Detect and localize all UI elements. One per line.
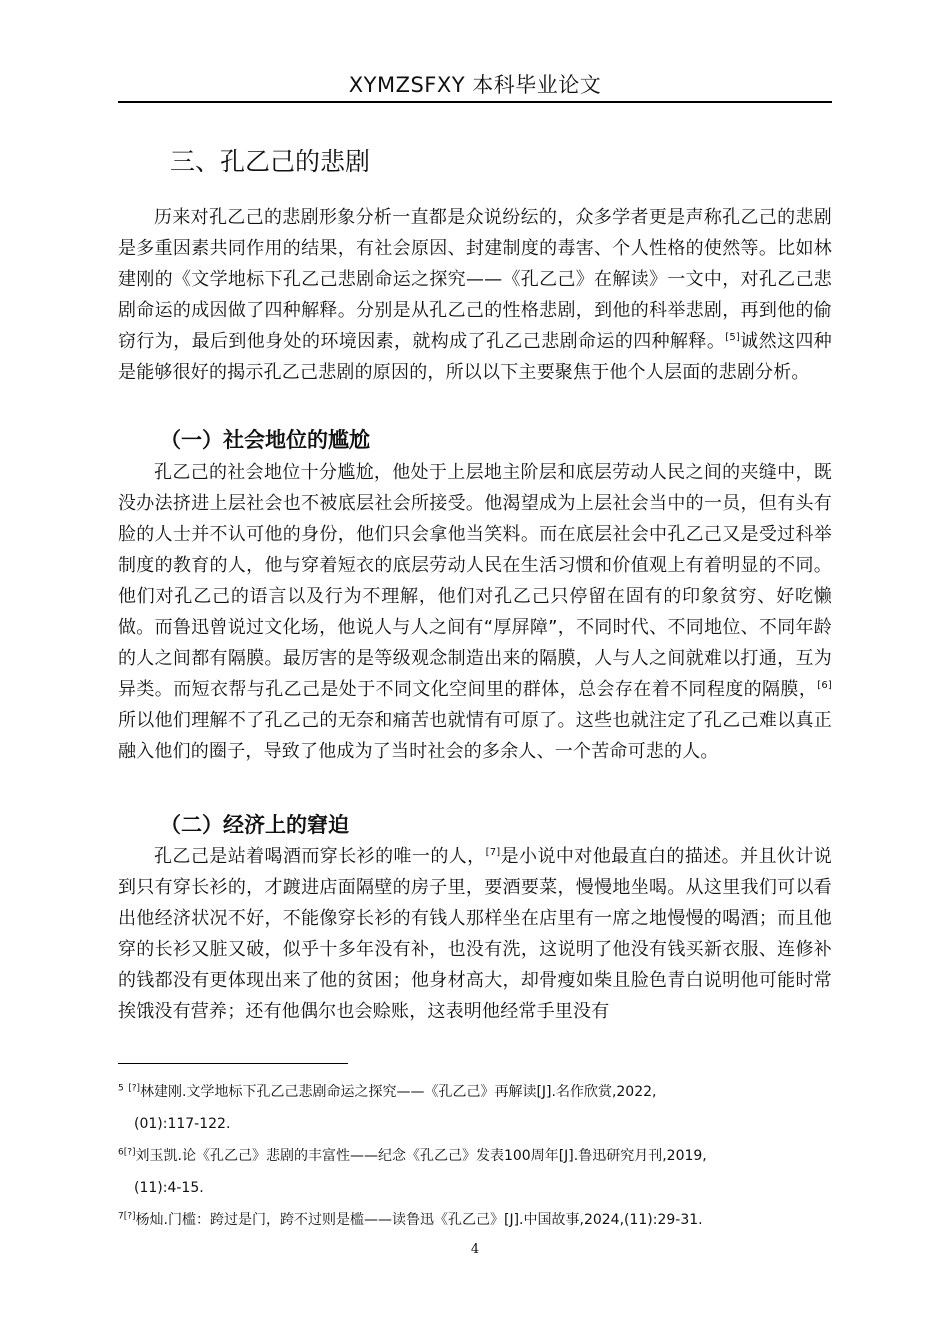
header-rule	[118, 101, 832, 103]
footnote-text: 杨灿.门槛：跨过是门，跨不过则是槛——读鲁迅《孔乙己》[J].中国故事,2024,(11):29-31.	[135, 1212, 703, 1228]
economic-text-1: 孔乙己是站着喝酒而穿长衫的唯一的人，	[154, 846, 486, 867]
footnote-text: 刘玉凯.论《孔乙己》悲剧的丰富性——纪念《孔乙己》发表100周年[J].鲁迅研究月刊,2019,	[135, 1148, 707, 1164]
footnote-number: 7	[118, 1211, 124, 1222]
footnote-7	[118, 1204, 832, 1236]
intro-text-1: 历来对孔乙己的悲剧形象分析一直都是众说纷纭的，众多学者更是声称孔乙己的悲剧是多重因素共同作用的结果，有社会原因、封建制度的毒害、个人性格的使然等。比如林建刚的《文学地标下孔乙己悲剧命运之探究——《孔乙己》在解读》一文中，对孔乙己悲剧命运的成因做了四种解释。分别是从孔乙己的性格悲剧，到他的科举悲剧，再到他的偷窃行为，最后到他身处的环境因素，就构成了孔乙己悲剧命运的四种解释。	[118, 207, 832, 352]
economic-text-2: 是小说中对他最直白的描述。并且伙计说到只有穿长衫的，才踱进店面隔壁的房子里，要酒要菜，慢慢地坐喝。从这里我们可以看出他经济状况不好，不能像穿长衫的有钱人那样坐在店里有一席之地慢慢的喝酒；而且他穿的长衫又脏又破，似乎十多年没有补，也没有洗，这说明了他没有钱买新衣服、连修补的钱都没有更体现出来了他的贫困；他身材高大，却骨瘦如柴且脸色青白说明他可能时常挨饿没有营养；还有他偶尔也会赊账，这表明他经常手里没有	[118, 846, 832, 1022]
footnote-5	[118, 1076, 832, 1140]
footnote-mark: [?]	[123, 1211, 136, 1222]
footnote-mark: [?]	[123, 1147, 136, 1158]
footnotes	[118, 1076, 832, 1236]
intro-paragraph	[118, 202, 832, 388]
subsection-title-2: （二）经济上的窘迫	[160, 813, 349, 837]
footnote-rule	[118, 1063, 348, 1064]
subsection-title-1: （一）社会地位的尴尬	[160, 428, 370, 452]
social-status-text-2: 所以他们理解不了孔乙己的无奈和痛苦也就情有可原了。这些也就注定了孔乙己难以真正融入他们的圈子，导致了他成为了当时社会的多余人、一个苦命可悲的人。	[118, 710, 832, 762]
economic-paragraph	[118, 841, 832, 1027]
footnote-6	[118, 1140, 832, 1204]
page-number: 4	[470, 1242, 480, 1257]
footnote-continuation: (11):4-15.	[134, 1180, 204, 1196]
section-title: 三、孔乙己的悲剧	[170, 147, 371, 176]
footnote-number: 6	[118, 1147, 124, 1158]
social-status-text-1: 孔乙己的社会地位十分尴尬，他处于上层地主阶层和底层劳动人民之间的夹缝中，既没办法挤进上层社会也不被底层社会所接受。他渴望成为上层社会当中的一员，但有头有脸的人士并不认可他的身份，他们只会拿他当笑料。而在底层社会中孔乙己又是受过科举制度的教育的人，他与穿着短衣的底层劳动人民在生活习惯和价值观上有着明显的不同。他们对孔乙己的语言以及行为不理解，他们对孔乙己只停留在固有的印象贫穷、好吃懒做。而鲁迅曾说过文化场，他说人与人之间有“厚屏障”，不同时代、不同地位、不同年龄的人之间都有隔膜。最厉害的是等级观念制造出来的隔膜，人与人之间就难以打通，互为异类。而短衣帮与孔乙己是处于不同文化空间里的群体，总会存在着不同程度的隔膜，	[118, 462, 832, 700]
social-status-paragraph	[118, 457, 832, 767]
citation-5: [5]	[725, 332, 740, 343]
page-header: XYMZSFXY 本科毕业论文	[348, 73, 602, 97]
footnote-mark: [?]	[128, 1083, 140, 1094]
intro-text-2: 诚然这四种是能够很好的揭示孔乙己悲剧的原因的，所以以下主要聚焦于他个人层面的悲剧分析。	[118, 331, 832, 383]
footnote-number: 5	[118, 1083, 124, 1094]
footnote-text: 林建刚.文学地标下孔乙己悲剧命运之探究——《孔乙己》再解读[J].名作欣赏,2022,	[140, 1084, 657, 1100]
citation-7: [7]	[485, 847, 501, 858]
citation-6: [6]	[817, 680, 832, 691]
footnote-continuation: (01):117-122.	[134, 1116, 231, 1132]
